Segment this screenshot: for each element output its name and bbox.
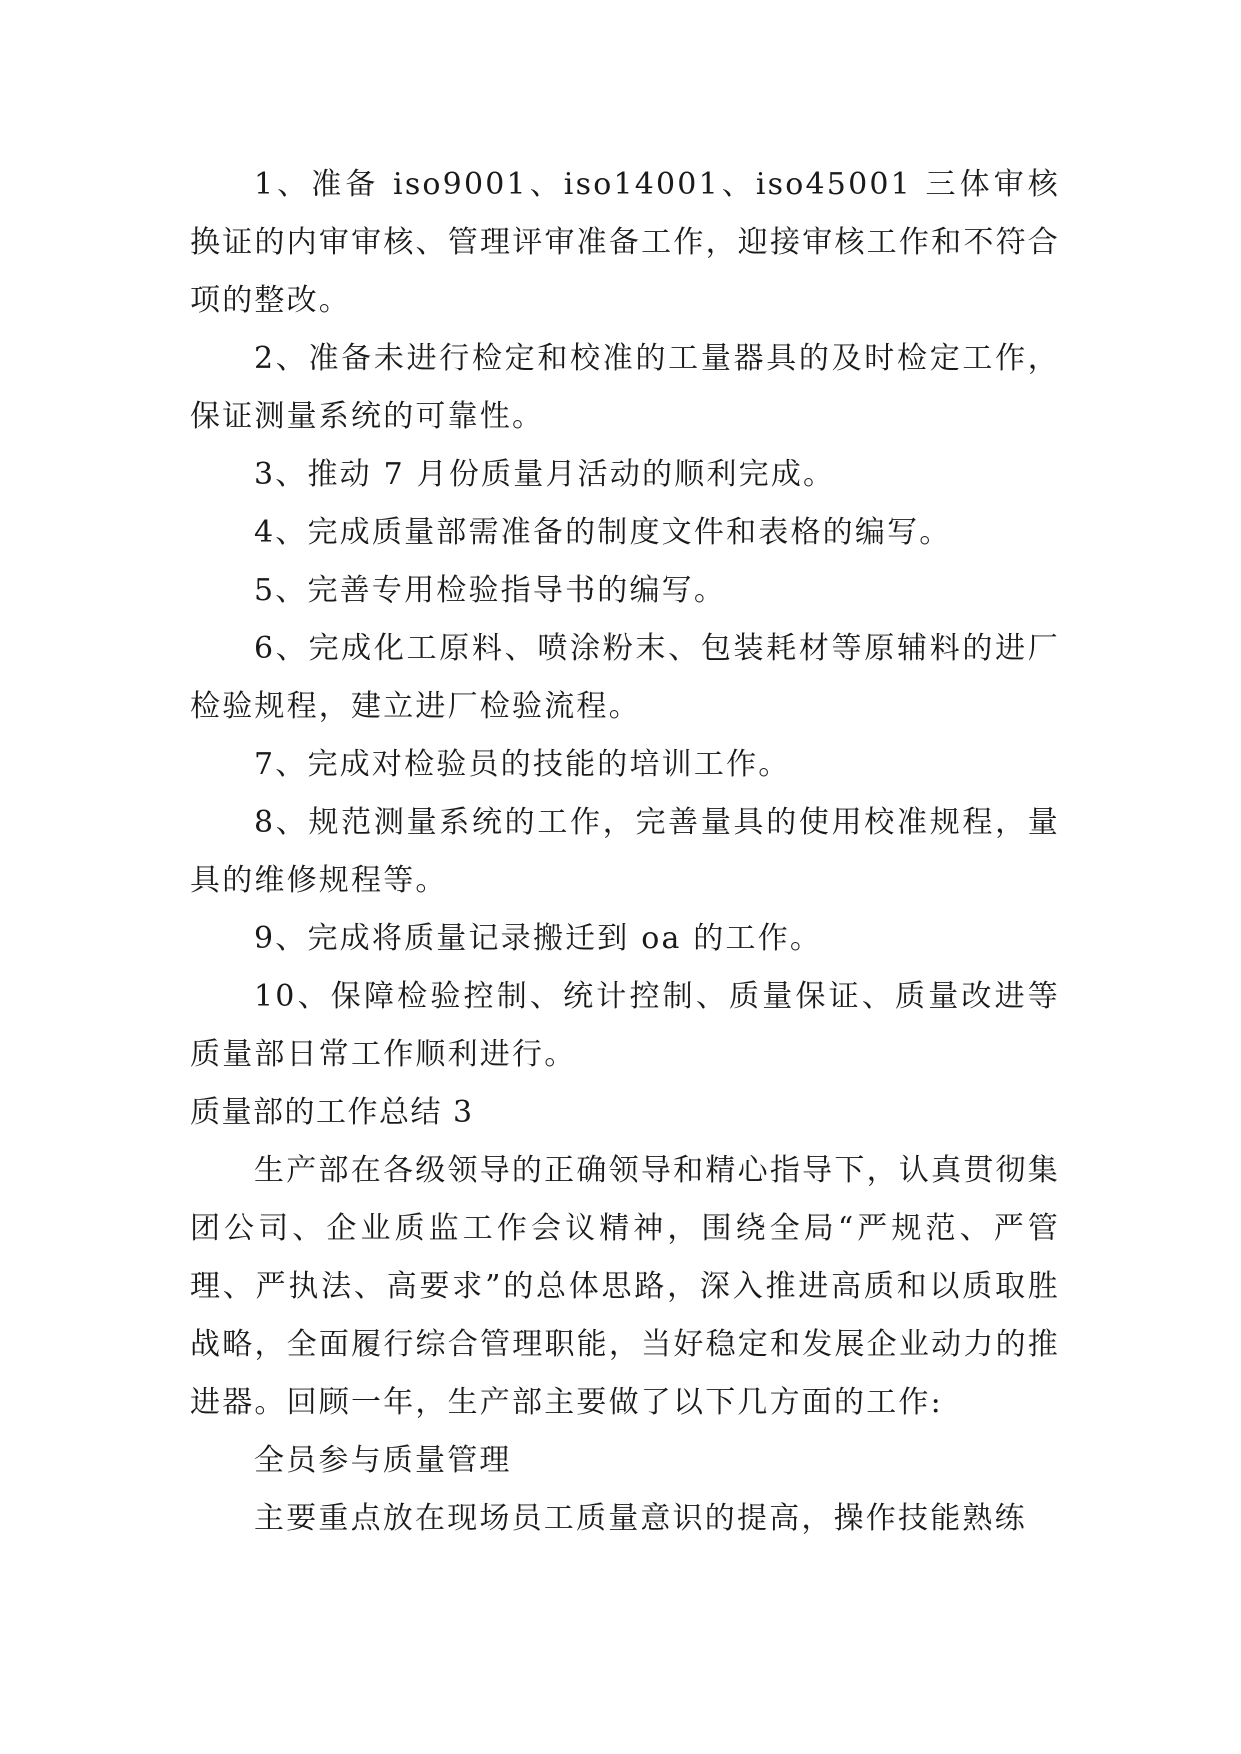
subsection-title: 全员参与质量管理 <box>254 1443 512 1478</box>
list-item-6: 6、完成化工原料、喷涂粉末、包装耗材等原辅料的进厂检验规程，建立进厂检验流程。 <box>190 631 1060 724</box>
list-item-3: 3、推动 7 月份质量月活动的顺利完成。 <box>254 457 836 492</box>
list-item-1: 1、准备 iso9001、iso14001、iso45001 三体审核换证的内审审核、管理评审准备工作，迎接审核工作和不符合项的整改。 <box>190 167 1060 318</box>
body-paragraph: 生产部在各级领导的正确领导和精心指导下，认真贯彻集团公司、企业质监工作会议精神，围绕全局“严规范、严管理、严执法、高要求”的总体思路，深入推进高质和以质取胜战略，全面履行综合管理职能，当好稳定和发展企业动力的推进器。回顾一年，生产部主要做了以下几方面的工作: <box>190 1153 1060 1420</box>
section-heading: 质量部的工作总结 3 <box>190 1095 474 1130</box>
list-item-9: 9、完成将质量记录搬迁到 oa 的工作。 <box>254 921 823 956</box>
list-item-7: 7、完成对检验员的技能的培训工作。 <box>254 747 791 782</box>
list-item-5: 5、完善专用检验指导书的编写。 <box>254 573 727 608</box>
list-item-4: 4、完成质量部需准备的制度文件和表格的编写。 <box>254 515 952 550</box>
body-paragraph-continued: 主要重点放在现场员工质量意识的提高，操作技能熟练 <box>254 1501 1027 1536</box>
list-item-2: 2、准备未进行检定和校准的工量器具的及时检定工作，保证测量系统的可靠性。 <box>190 341 1060 434</box>
list-item-8: 8、规范测量系统的工作，完善量具的使用校准规程，量具的维修规程等。 <box>190 805 1060 898</box>
list-item-10: 10、保障检验控制、统计控制、质量保证、质量改进等质量部日常工作顺利进行。 <box>190 979 1060 1072</box>
document-body <box>190 156 1060 1548</box>
